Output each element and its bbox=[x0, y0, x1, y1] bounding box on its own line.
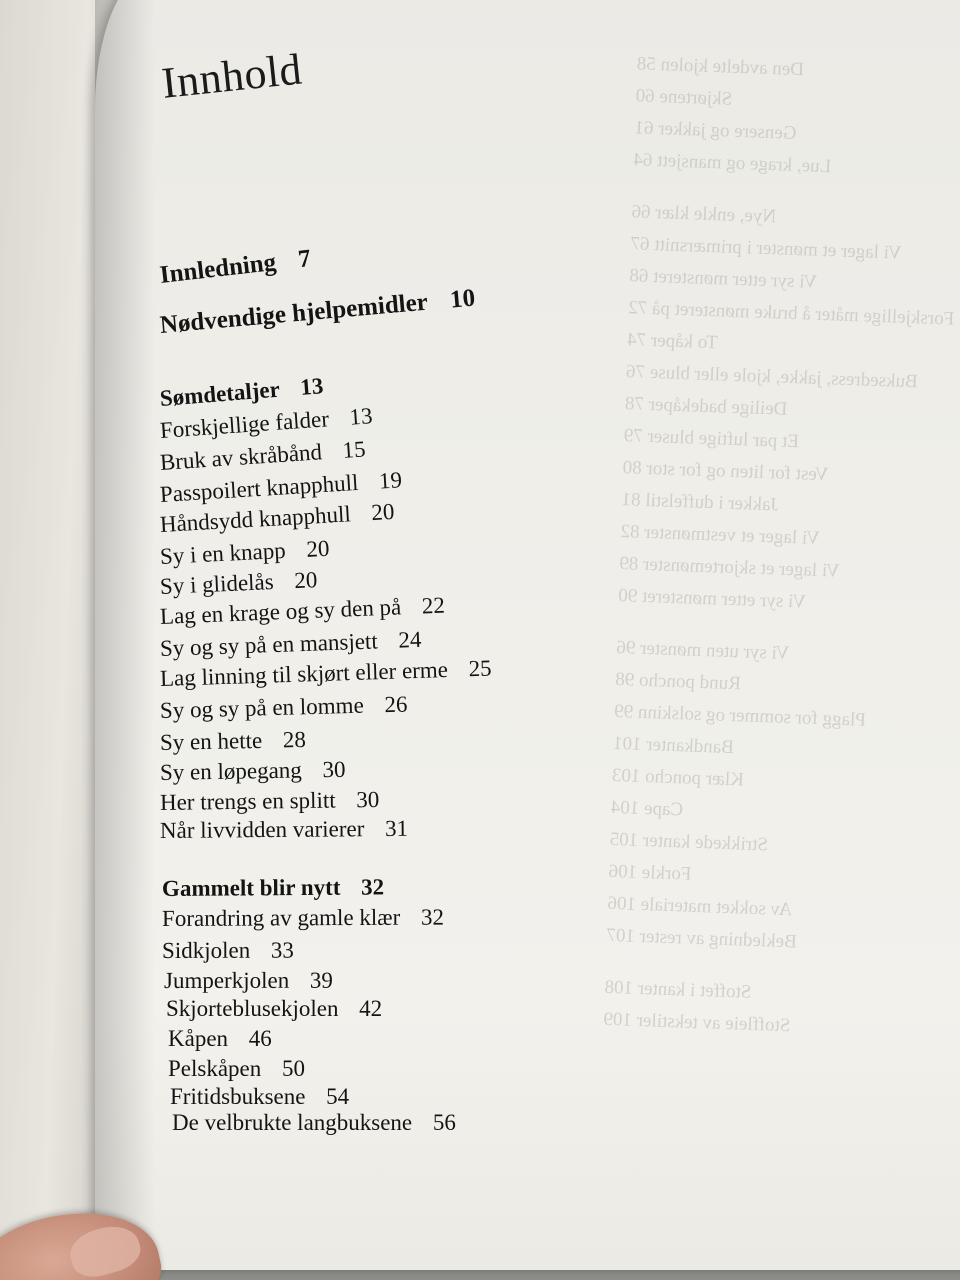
toc-entry bbox=[159, 373, 324, 412]
toc-entry bbox=[159, 436, 366, 476]
toc-entry bbox=[162, 905, 444, 932]
toc-entry-page-number: 39 bbox=[309, 967, 333, 993]
toc-entry-title: Når livvidden varierer bbox=[159, 816, 365, 843]
toc-entry-page-number: 7 bbox=[296, 244, 313, 274]
bleed-through-line: Nye, enkle klær 66 bbox=[631, 201, 777, 228]
toc-entry-page-number: 25 bbox=[468, 655, 492, 682]
toc-entry-page-number: 30 bbox=[356, 786, 380, 813]
bleed-through-line: Bekledning av rester 107 bbox=[606, 924, 798, 953]
bleed-through-line: Vi lager et skjortemønster 89 bbox=[619, 553, 841, 582]
toc-entry-page-number: 22 bbox=[421, 592, 446, 619]
bleed-through-line: Av sokket materiale 106 bbox=[607, 892, 793, 921]
bleed-through-line: Cape 104 bbox=[610, 796, 684, 821]
toc-entry-page-number: 15 bbox=[341, 436, 367, 463]
toc-entry-title: Sy og sy på en lomme bbox=[159, 692, 365, 723]
toc-entry-page-number: 26 bbox=[384, 691, 408, 718]
toc-entry-page-number: 56 bbox=[432, 1110, 456, 1135]
bleed-through-line: Vi lager et mønster i primærsnitt 67 bbox=[630, 233, 902, 264]
toc-entry-title: Skjorteblusekjolen bbox=[166, 996, 339, 1021]
toc-entry bbox=[159, 536, 330, 570]
bleed-through-line: Rund poncho 98 bbox=[614, 668, 742, 695]
toc-entry bbox=[159, 593, 445, 630]
bleed-through-line: Forskjellige måter å bruke mønsteret på 72 bbox=[627, 297, 955, 330]
toc-entry bbox=[172, 1110, 456, 1136]
toc-entry-page-number: 33 bbox=[270, 937, 294, 963]
toc-entry-page-number: 30 bbox=[322, 756, 346, 783]
toc-entry bbox=[162, 874, 384, 902]
toc-entry-title: Gammelt blir nytt bbox=[161, 874, 341, 901]
toc-entry bbox=[160, 787, 380, 816]
toc-entry-page-number: 20 bbox=[370, 498, 396, 526]
bleed-through-line: Stoffet i kanter 108 bbox=[604, 976, 752, 1003]
bleed-through-line: Vi syr etter mønsteret 90 bbox=[617, 585, 807, 613]
toc-entry-title: Sy i glidelås bbox=[159, 569, 275, 599]
toc-entry-page-number: 13 bbox=[299, 373, 325, 400]
bleed-through-line: Bandkanter 101 bbox=[612, 732, 735, 759]
toc-entry bbox=[160, 627, 422, 662]
toc-entry-title: Lag linning til skjørt eller erme bbox=[159, 656, 449, 691]
page-title: Innhold bbox=[159, 44, 305, 108]
toc-entry-title: Forandring av gamle klær bbox=[161, 904, 401, 931]
bleed-through-line: Klær poncho 103 bbox=[611, 764, 745, 791]
toc-entry-title: Sy og sy på en mansjett bbox=[159, 628, 379, 661]
toc-entry-page-number: 13 bbox=[348, 403, 374, 430]
bleed-through-line: Skjørtene 60 bbox=[635, 85, 733, 110]
toc-entry-page-number: 10 bbox=[448, 284, 477, 314]
toc-entry bbox=[160, 727, 306, 756]
toc-entry-page-number: 20 bbox=[305, 535, 330, 562]
toc-entry bbox=[160, 816, 408, 844]
toc-entry-page-number: 32 bbox=[420, 904, 445, 930]
toc-entry-title: Sy en løpegang bbox=[159, 757, 303, 785]
bleed-through-line: Strikkede kanter 105 bbox=[609, 828, 769, 856]
bleed-through-line: Forkle 106 bbox=[608, 860, 692, 885]
bleed-through-line: Den avdelte kjolen 58 bbox=[636, 53, 805, 81]
bleed-through-line: Jakker i duffelstil 81 bbox=[621, 489, 779, 516]
bleed-through-line: Vi syr etter mønsteret 68 bbox=[629, 265, 818, 293]
bleed-through-line: Et par luftige bluser 79 bbox=[623, 425, 800, 453]
bleed-through-line: Lue, krage og mansjett 64 bbox=[633, 149, 832, 178]
toc-entry-title: Bruk av skråbånd bbox=[159, 439, 323, 475]
toc-entry-page-number: 32 bbox=[361, 874, 385, 900]
toc-entry-title: Lag en krage og sy den på bbox=[159, 594, 402, 629]
bleed-through-line: To kåper 74 bbox=[626, 329, 719, 354]
toc-entry-page-number: 54 bbox=[326, 1084, 350, 1109]
toc-entry bbox=[168, 1026, 272, 1052]
toc-entry-page-number: 20 bbox=[293, 567, 318, 594]
toc-entry bbox=[160, 656, 492, 692]
toc-entry bbox=[160, 692, 408, 724]
toc-entry-title: Jumperkjolen bbox=[163, 967, 290, 993]
toc-entry-title: Håndsydd knapphull bbox=[159, 501, 352, 537]
toc-entry-title: Her trengs en splitt bbox=[159, 787, 336, 815]
toc-entry-page-number: 46 bbox=[248, 1026, 272, 1051]
toc-entry bbox=[162, 938, 294, 964]
bleed-through-line: Vi lager et vestmønster 82 bbox=[620, 521, 821, 550]
toc-entry-title: Fritidsbuksene bbox=[170, 1084, 306, 1109]
toc-entry-page-number: 28 bbox=[282, 726, 307, 753]
toc-entry-title: Innledning bbox=[158, 248, 278, 289]
toc-entry-page-number: 42 bbox=[359, 996, 383, 1021]
bleed-through-line: Buksedress, jakke, kjole eller bluse 76 bbox=[625, 361, 919, 393]
toc-entry-page-number: 31 bbox=[384, 815, 409, 842]
toc-entry bbox=[158, 245, 312, 290]
toc-entry bbox=[168, 1056, 305, 1082]
toc-entry-title: Kåpen bbox=[168, 1026, 229, 1051]
toc-entry-title: Nødvendige hjelpemidler bbox=[158, 288, 429, 339]
bleed-through-line: Gensere og jakker 61 bbox=[634, 117, 797, 144]
toc-entry-title: Pelskåpen bbox=[168, 1056, 262, 1081]
toc-entry-title: Passpoilert knapphull bbox=[159, 469, 360, 507]
toc-entry bbox=[170, 1084, 349, 1110]
toc-entry-title: Sy en hette bbox=[159, 727, 263, 755]
toc-entry bbox=[164, 968, 333, 994]
toc-entry-title: Forskjellige falder bbox=[159, 406, 330, 443]
toc-entry-page-number: 50 bbox=[281, 1056, 305, 1081]
toc-entry bbox=[160, 757, 346, 786]
bleed-through-line: Vi syr uten mønster 96 bbox=[616, 637, 790, 665]
bleed-through-line: Stoffleie av tekstiler 109 bbox=[603, 1008, 791, 1037]
toc-entry-title: Sømdetaljer bbox=[158, 376, 281, 411]
bleed-through-line: Plagg for sommer og solskinn 99 bbox=[613, 700, 867, 731]
toc-entry bbox=[159, 284, 476, 339]
toc-entry-title: Sy i en knapp bbox=[159, 537, 287, 569]
toc-entry-title: Sidkjolen bbox=[161, 937, 251, 963]
bleed-through-line: Deilige badekåper 78 bbox=[624, 393, 788, 420]
toc-entry-page-number: 24 bbox=[397, 626, 422, 653]
bleed-through-line: Vest for liten og for stor 80 bbox=[622, 457, 829, 486]
toc-entry bbox=[159, 567, 317, 600]
toc-entry bbox=[166, 996, 382, 1022]
toc-entry-page-number: 19 bbox=[378, 467, 403, 494]
toc-entry-title: De velbrukte langbuksene bbox=[172, 1110, 413, 1135]
